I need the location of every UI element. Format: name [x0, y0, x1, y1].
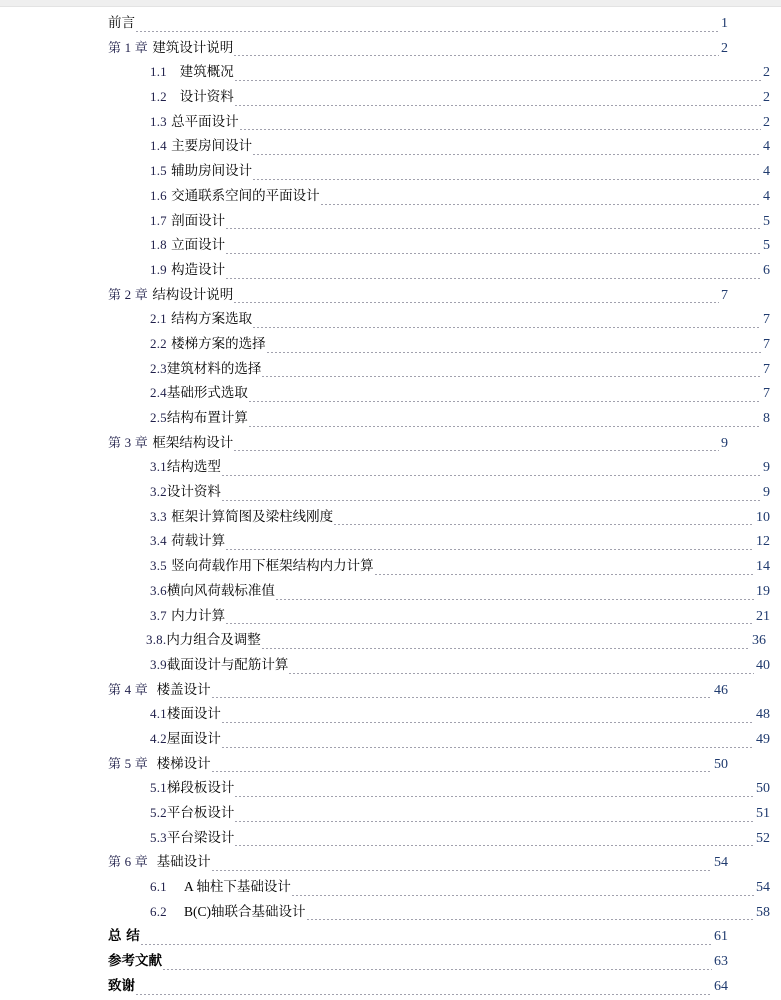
toc-dot-leader — [288, 673, 754, 674]
toc-dot-leader — [233, 55, 719, 56]
toc-dot-leader — [248, 426, 761, 427]
toc-entry-number: 第 1 章 — [108, 39, 149, 55]
toc-entry-label — [150, 159, 252, 184]
toc-entry-number: 2.5 — [150, 410, 167, 425]
toc-entry[interactable] — [108, 307, 770, 332]
toc-entry-number: 1.3 — [150, 113, 167, 129]
toc-entry-label — [150, 604, 225, 629]
toc-entry-number: 第 2 章 — [108, 286, 149, 302]
toc-entry-title: 建筑材料的选择 — [166, 360, 262, 377]
toc-entry-title: 楼盖设计 — [156, 681, 211, 698]
toc-entry[interactable] — [108, 554, 770, 579]
toc-page-number: 64 — [714, 978, 728, 994]
toc-entry[interactable] — [108, 406, 770, 431]
toc-entry-label — [150, 579, 275, 604]
toc-entry-label — [150, 776, 234, 801]
toc-entry[interactable] — [108, 258, 770, 283]
toc-entry-label — [150, 505, 333, 530]
toc-entry-number: 3.3 — [150, 508, 167, 524]
toc-dot-leader — [234, 80, 761, 81]
toc-entry[interactable] — [108, 233, 770, 258]
toc-entry[interactable] — [108, 875, 770, 900]
toc-entry-gap — [167, 879, 184, 895]
toc-dot-leader — [261, 648, 750, 649]
toc-dot-leader — [306, 919, 754, 920]
toc-entry[interactable] — [108, 110, 770, 135]
toc-entry-number: 2.4 — [150, 385, 167, 401]
toc-entry[interactable] — [108, 949, 728, 974]
toc-entry[interactable] — [108, 826, 770, 851]
toc-entry-label — [150, 60, 234, 85]
toc-entry[interactable] — [108, 974, 728, 999]
toc-entry-number: 2.1 — [150, 311, 167, 327]
toc-entry-gap — [167, 89, 180, 105]
toc-dot-leader — [252, 179, 761, 180]
toc-page-number: 8 — [763, 411, 770, 426]
toc-page-number: 10 — [756, 509, 770, 525]
toc-entry-number: 3.2 — [150, 484, 167, 500]
toc-entry-label — [108, 924, 140, 949]
toc-entry-title: 梯段板设计 — [166, 780, 235, 797]
toc-entry-title: 剖面设计 — [171, 212, 226, 229]
toc-entry-title: 内力组合及调整 — [166, 632, 261, 649]
toc-entry-title: 前言 — [108, 15, 135, 31]
toc-dot-leader — [234, 105, 761, 106]
toc-entry-title: 结构方案选取 — [171, 311, 253, 328]
toc-entry[interactable] — [108, 529, 770, 554]
toc-entry-title: 主要房间设计 — [171, 138, 253, 155]
toc-entry-number: 3.1 — [150, 459, 167, 475]
toc-page-number: 4 — [763, 188, 770, 204]
toc-entry-number: 1.6 — [150, 187, 167, 203]
toc-entry[interactable] — [108, 752, 728, 777]
toc-entry-label — [150, 307, 252, 332]
toc-page-number: 2 — [763, 114, 770, 130]
toc-entry[interactable] — [108, 357, 770, 382]
toc-page-number: 54 — [714, 855, 728, 871]
toc-entry[interactable] — [108, 653, 770, 678]
toc-entry-title: 参考文献 — [108, 953, 162, 970]
toc-dot-leader — [239, 129, 761, 130]
toc-entry-number: 1.8 — [150, 237, 167, 253]
toc-entry-label — [150, 134, 252, 159]
toc-dot-leader — [225, 253, 761, 254]
toc-entry-title: 立面设计 — [171, 237, 226, 254]
toc-entry-label — [150, 406, 248, 431]
toc-entry[interactable] — [108, 455, 770, 480]
toc-entry-number: 第 3 章 — [108, 434, 149, 450]
toc-entry[interactable] — [108, 11, 728, 36]
toc-page-number: 2 — [763, 65, 770, 81]
toc-entry[interactable] — [108, 505, 770, 530]
toc-page-number: 12 — [756, 534, 770, 550]
toc-dot-leader — [252, 154, 761, 155]
toc-entry-number: 第 4 章 — [108, 681, 149, 697]
toc-entry-label — [108, 850, 211, 875]
toc-dot-leader — [211, 870, 712, 871]
toc-entry-title: 楼梯方案的选择 — [171, 335, 266, 352]
toc-entry-title: 基础形式选取 — [166, 385, 248, 402]
toc-entry[interactable] — [108, 332, 770, 357]
toc-page-number: 9 — [721, 435, 728, 451]
toc-page-number: 14 — [756, 559, 770, 575]
toc-entry-title: 设计资料 — [179, 89, 234, 106]
toc-entry[interactable] — [108, 924, 728, 949]
toc-entry-label — [108, 36, 233, 61]
toc-entry-label — [150, 455, 221, 480]
toc-entry-title: 致谢 — [108, 977, 135, 994]
toc-entry-number: 1.4 — [150, 138, 167, 154]
toc-dot-leader — [221, 747, 754, 748]
toc-entry-title: 框架结构设计 — [152, 434, 234, 451]
toc-page-number: 50 — [714, 756, 728, 772]
toc-entry-label — [150, 209, 225, 234]
toc-page-number: 7 — [763, 361, 770, 377]
toc-entry-label — [108, 678, 211, 703]
toc-entry[interactable] — [108, 628, 766, 653]
toc-entry-title: 结构布置计算 — [166, 410, 248, 426]
toc-entry-title: 基础设计 — [156, 854, 211, 871]
toc-dot-leader — [266, 352, 761, 353]
toc-entry-number: 3.4 — [150, 533, 167, 549]
toc-entry[interactable] — [108, 727, 770, 752]
toc-entry-number: 1.1 — [150, 64, 167, 80]
toc-dot-leader — [211, 771, 712, 772]
toc-entry-number: 3.7 — [150, 607, 167, 623]
toc-entry[interactable] — [108, 85, 770, 110]
toc-entry-title: 构造设计 — [171, 261, 226, 278]
toc-entry-label — [108, 752, 211, 777]
toc-entry-title: 平台板设计 — [166, 805, 235, 821]
toc-page-number: 48 — [756, 707, 770, 723]
toc-entry[interactable] — [108, 159, 770, 184]
toc-page-number: 51 — [756, 806, 770, 821]
toc-entry-label — [150, 381, 248, 406]
toc-dot-leader — [252, 327, 761, 328]
toc-entry-number: 5.1 — [150, 780, 167, 796]
toc-entry[interactable] — [108, 283, 728, 308]
toc-entry-title: 辅助房间设计 — [171, 163, 253, 180]
toc-entry-number: 1.9 — [150, 261, 167, 277]
toc-entry[interactable] — [108, 60, 770, 85]
toc-entry-label — [150, 233, 225, 258]
toc-entry-gap — [167, 904, 184, 920]
toc-entry-number: 3.6 — [150, 582, 167, 598]
toc-dot-leader — [225, 623, 754, 624]
toc-entry-number: 3.8. — [146, 632, 167, 648]
toc-entry[interactable] — [108, 678, 728, 703]
toc-entry-label — [146, 628, 261, 653]
toc-entry-title: 总平面设计 — [171, 113, 239, 130]
toc-entry-label — [150, 258, 225, 283]
toc-entry-gap — [167, 64, 180, 80]
toc-entry[interactable] — [108, 850, 728, 875]
toc-entry-label — [150, 653, 288, 678]
toc-entry-title: 内力计算 — [171, 607, 226, 624]
table-of-contents — [108, 11, 770, 999]
toc-entry-label — [150, 357, 261, 382]
toc-dot-leader — [234, 845, 754, 846]
toc-entry-label — [108, 949, 162, 974]
toc-entry-title: 结构选型 — [166, 459, 221, 476]
toc-entry-title: 建筑设计说明 — [152, 39, 234, 56]
toc-dot-leader — [221, 722, 754, 723]
toc-dot-leader — [211, 697, 712, 698]
toc-entry-title: 平台梁设计 — [166, 829, 235, 846]
toc-page-number: 50 — [756, 781, 770, 797]
toc-entry-label — [150, 826, 234, 851]
toc-entry-label — [150, 529, 225, 554]
toc-dot-leader — [225, 228, 761, 229]
toc-entry[interactable] — [108, 209, 770, 234]
toc-entry-title: 建筑概况 — [179, 64, 234, 81]
toc-entry-title: 竖向荷载作用下框架结构内力计算 — [171, 558, 374, 575]
toc-page-number: 9 — [763, 485, 770, 501]
toc-entry-number: 6.1 — [150, 879, 167, 895]
toc-entry-label — [150, 184, 320, 209]
toc-entry-number: 5.3 — [150, 829, 167, 845]
toc-entry-number: 1.2 — [150, 89, 167, 105]
toc-entry-number: 第 6 章 — [108, 854, 149, 870]
toc-entry-gap — [148, 854, 157, 870]
toc-entry[interactable] — [108, 431, 728, 456]
toc-entry-label — [150, 480, 221, 505]
toc-entry[interactable] — [108, 776, 770, 801]
toc-entry[interactable] — [108, 702, 770, 727]
toc-dot-leader — [140, 944, 712, 945]
toc-page-number: 58 — [756, 904, 770, 920]
toc-entry-number: 4.2 — [150, 730, 167, 746]
toc-page-number: 36 — [752, 633, 766, 649]
toc-dot-leader — [221, 500, 761, 501]
toc-page-number: 4 — [763, 164, 770, 180]
toc-entry-label — [108, 974, 135, 999]
toc-page-number: 6 — [763, 262, 770, 278]
toc-page-number: 7 — [763, 336, 770, 352]
toc-entry-title: 楼梯设计 — [156, 755, 211, 772]
toc-page-number: 5 — [763, 213, 770, 229]
toc-dot-leader — [225, 278, 761, 279]
toc-dot-leader — [320, 204, 761, 205]
toc-page-number: 7 — [763, 386, 770, 402]
toc-entry-title: 横向风荷载标准值 — [166, 582, 275, 599]
toc-dot-leader — [135, 994, 712, 995]
toc-dot-leader — [333, 524, 754, 525]
toc-entry[interactable] — [108, 604, 770, 629]
toc-entry-number: 2.2 — [150, 335, 167, 351]
toc-page-number: 19 — [756, 583, 770, 599]
toc-dot-leader — [221, 475, 761, 476]
toc-entry-number: 1.7 — [150, 212, 167, 228]
toc-page-number: 7 — [763, 312, 770, 328]
toc-page-number: 52 — [756, 830, 770, 846]
toc-entry-title: 屋面设计 — [166, 730, 221, 747]
toc-entry[interactable] — [108, 480, 770, 505]
toc-entry[interactable] — [108, 381, 770, 406]
toc-entry-label — [108, 283, 233, 308]
toc-entry-label — [150, 727, 221, 752]
toc-page-number: 2 — [763, 90, 770, 106]
toc-dot-leader — [275, 599, 754, 600]
toc-entry-number: 1.5 — [150, 163, 167, 179]
toc-entry[interactable] — [108, 900, 770, 925]
toc-page-number: 4 — [763, 139, 770, 155]
toc-dot-leader — [233, 450, 719, 451]
toc-dot-leader — [374, 574, 754, 575]
toc-entry[interactable] — [108, 579, 770, 604]
toc-entry-title: 结构设计说明 — [152, 286, 234, 303]
toc-entry-label — [150, 875, 291, 900]
toc-entry[interactable] — [108, 36, 728, 61]
toc-entry-title: A 轴柱下基础设计 — [184, 879, 291, 895]
toc-entry-title: 楼面设计 — [166, 706, 221, 723]
toc-dot-leader — [234, 821, 754, 822]
toc-page-number: 2 — [721, 40, 728, 56]
toc-page-number: 5 — [763, 238, 770, 254]
window-top-divider — [0, 6, 781, 7]
toc-page-number: 21 — [756, 608, 770, 624]
toc-entry-title: 荷载计算 — [171, 533, 226, 550]
toc-entry-label — [150, 85, 234, 110]
toc-entry-number: 3.5 — [150, 558, 167, 574]
toc-entry-number: 6.2 — [150, 903, 167, 919]
toc-page-number: 7 — [721, 287, 728, 303]
toc-entry-title: 设计资料 — [166, 484, 221, 501]
toc-entry-title: 截面设计与配筋计算 — [166, 656, 289, 673]
toc-entry-label — [150, 900, 306, 925]
toc-entry[interactable] — [108, 184, 770, 209]
toc-entry-label — [150, 332, 266, 357]
toc-entry-gap — [148, 756, 157, 772]
toc-entry-label — [150, 110, 239, 135]
toc-dot-leader — [162, 969, 712, 970]
toc-page-number: 9 — [763, 460, 770, 476]
toc-entry[interactable] — [108, 801, 770, 826]
toc-page-number: 63 — [714, 954, 728, 970]
toc-entry-number: 3.9 — [150, 656, 167, 672]
toc-entry[interactable] — [108, 134, 770, 159]
toc-page-number: 49 — [756, 731, 770, 747]
toc-entry-number: 第 5 章 — [108, 755, 149, 771]
toc-page-number: 61 — [714, 929, 728, 945]
toc-dot-leader — [234, 796, 754, 797]
toc-entry-label — [150, 554, 374, 579]
toc-entry-title: B(C)轴联合基础设计 — [184, 903, 306, 919]
toc-page-number: 54 — [756, 880, 770, 896]
toc-entry-label — [108, 11, 135, 36]
toc-entry-number: 2.3 — [150, 360, 167, 376]
toc-dot-leader — [225, 549, 754, 550]
toc-page-number: 46 — [714, 682, 728, 698]
toc-page-number: 40 — [756, 657, 770, 673]
toc-entry-title: 交通联系空间的平面设计 — [171, 187, 320, 204]
toc-dot-leader — [291, 895, 754, 896]
toc-dot-leader — [261, 376, 761, 377]
toc-entry-label — [150, 801, 234, 826]
toc-entry-label — [108, 431, 233, 456]
toc-dot-leader — [248, 401, 761, 402]
toc-entry-title: 框架计算简图及梁柱线刚度 — [171, 508, 334, 525]
toc-entry-title: 总 结 — [108, 928, 140, 945]
toc-entry-label — [150, 702, 221, 727]
toc-dot-leader — [135, 31, 719, 32]
toc-entry-number: 4.1 — [150, 706, 167, 722]
toc-entry-number: 5.2 — [150, 805, 167, 820]
toc-entry-gap — [148, 682, 157, 698]
toc-page-number: 1 — [721, 16, 728, 31]
toc-dot-leader — [233, 302, 719, 303]
